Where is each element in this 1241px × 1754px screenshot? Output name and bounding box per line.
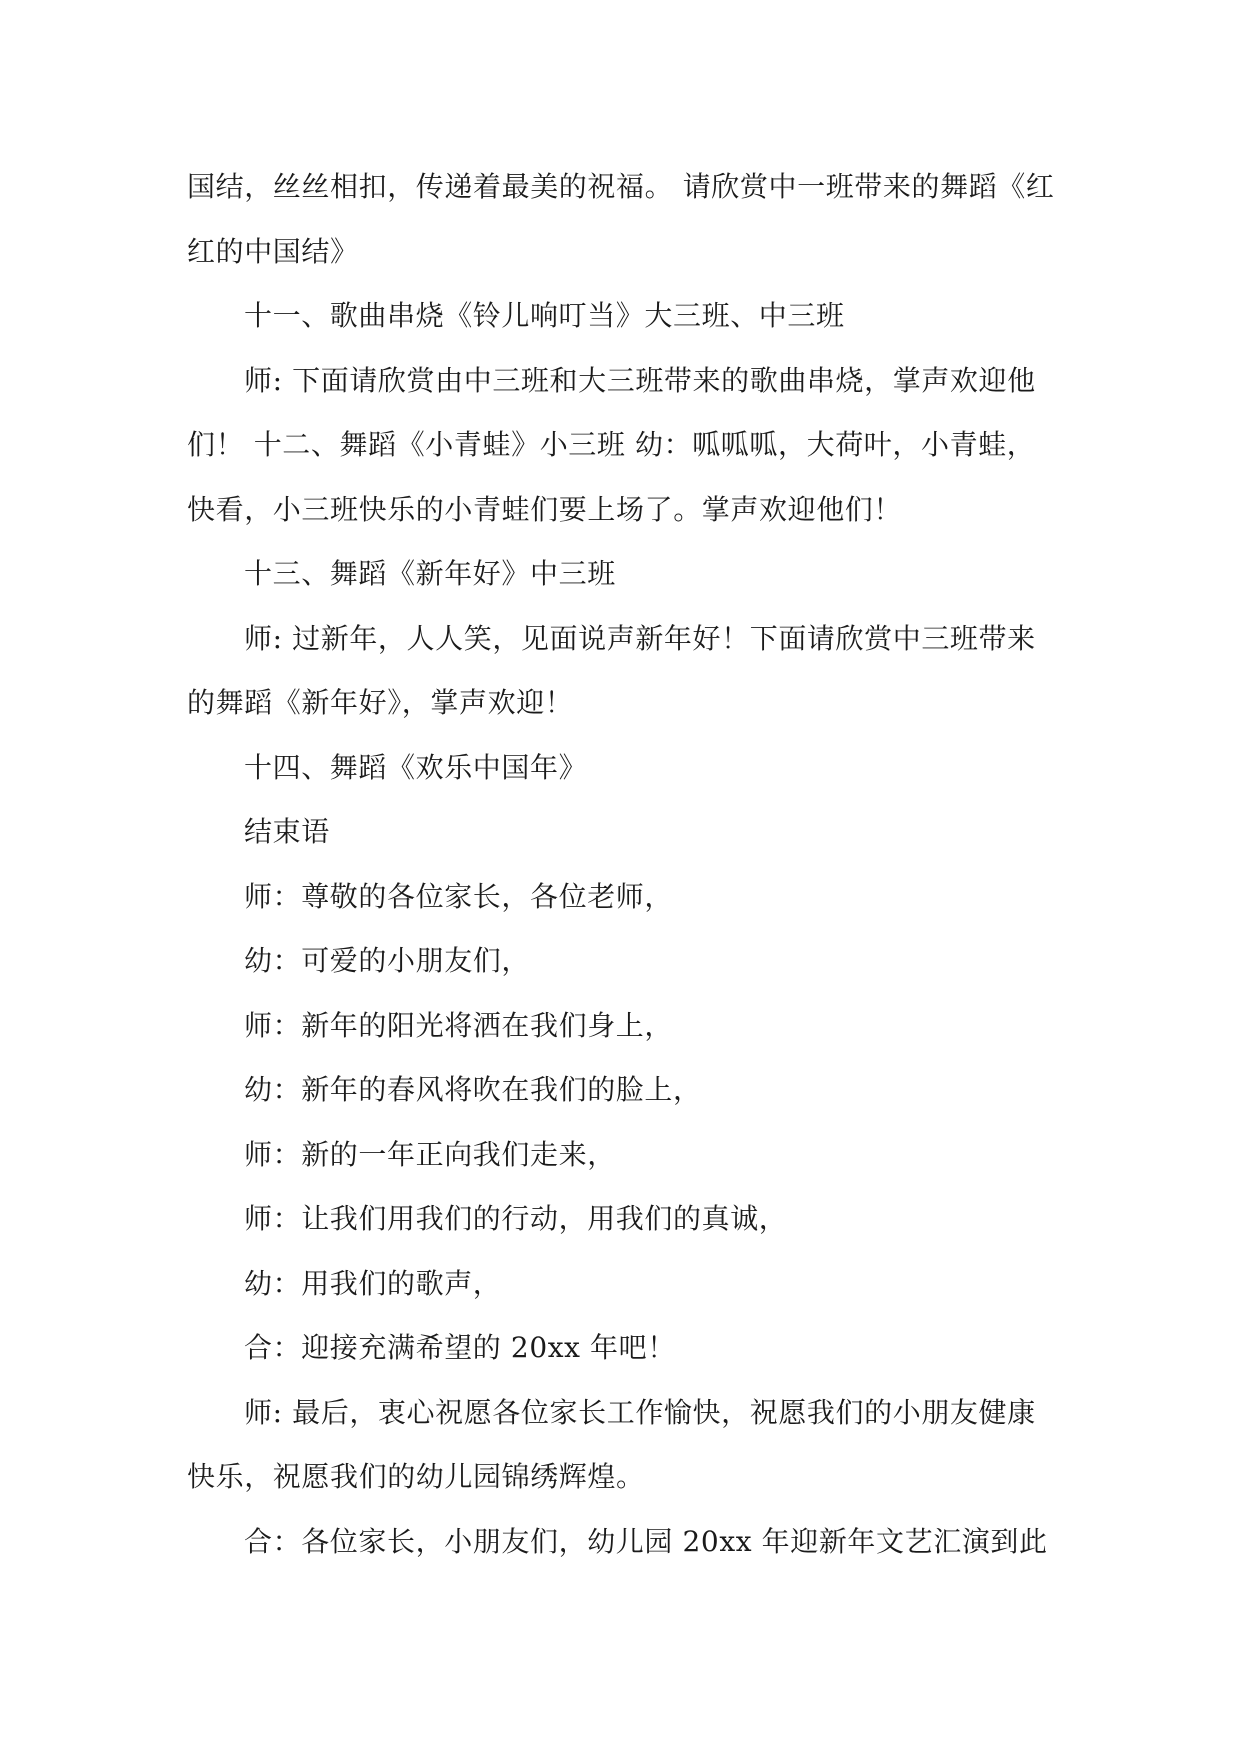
- text-line-5: 们！ 十二、舞蹈《小青蛙》小三班 幼：呱呱呱，大荷叶，小青蛙，: [187, 428, 1036, 461]
- program-item-13: 十三、舞蹈《新年好》中三班: [244, 557, 616, 590]
- text-line-22: 合：各位家长，小朋友们，幼儿园 20xx 年迎新年文艺汇演到此: [244, 1524, 1048, 1558]
- text-line-14: 师：新年的阳光将洒在我们身上，: [244, 1008, 674, 1042]
- text-line-4: 师: 下面请欣赏由中三班和大三班带来的歌曲串烧，掌声欢迎他: [244, 363, 1036, 397]
- program-item-11: 十一、歌曲串烧《铃儿响叮当》大三班、中三班: [244, 299, 845, 332]
- program-item-14: 十四、舞蹈《欢乐中国年》: [244, 750, 588, 784]
- section-heading-closing: 结束语: [244, 815, 330, 848]
- text-line-18: 幼：用我们的歌声，: [244, 1266, 502, 1300]
- text-line-8: 师: 过新年，人人笑，见面说声新年好！下面请欣赏中三班带来: [244, 621, 1036, 655]
- text-line-13: 幼：可爱的小朋友们，: [244, 944, 531, 977]
- text-line-6: 快看，小三班快乐的小青蛙们要上场了。掌声欢迎他们！: [187, 492, 903, 526]
- text-line-20: 师: 最后，衷心祝愿各位家长工作愉快，祝愿我们的小朋友健康: [244, 1395, 1036, 1429]
- text-line-12: 师：尊敬的各位家长，各位老师，: [244, 879, 674, 913]
- text-line-1: 国结，丝丝相扣，传递着最美的祝福。 请欣赏中一班带来的舞蹈《红: [187, 170, 1055, 203]
- text-line-19: 合：迎接充满希望的 20xx 年吧！: [244, 1331, 676, 1364]
- text-line-15: 幼：新年的春风将吹在我们的脸上，: [244, 1073, 702, 1106]
- text-line-9: 的舞蹈《新年好》，掌声欢迎！: [187, 686, 574, 719]
- text-line-21: 快乐，祝愿我们的幼儿园锦绣辉煌。: [187, 1460, 645, 1493]
- text-line-2: 红的中国结》: [187, 234, 359, 268]
- text-line-16: 师：新的一年正向我们走来，: [244, 1137, 616, 1171]
- text-line-17: 师：让我们用我们的行动，用我们的真诚，: [244, 1202, 788, 1235]
- document-body: [187, 155, 1057, 1574]
